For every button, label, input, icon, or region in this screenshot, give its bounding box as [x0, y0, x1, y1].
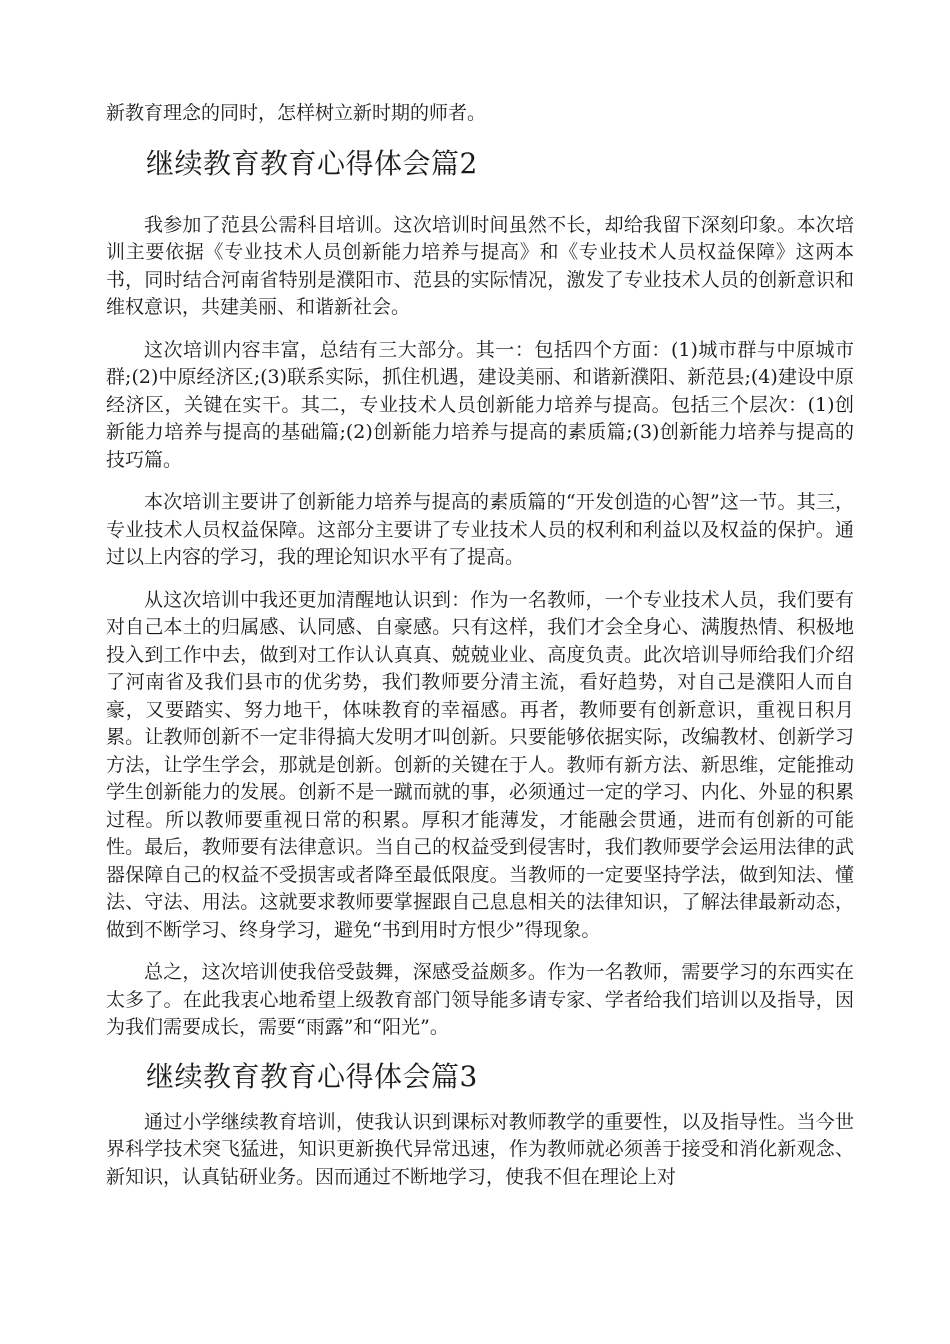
section-2-paragraph-1: 我参加了范县公需科目培训。这次培训时间虽然不长，却给我留下深刻印象。本次培训主要依据《专业技术人员创新能力培养与提高》和《专业技术人员权益保障》这两本书，同时结合河南省特别是濮阳市、范县的实际情况，激发了专业技术人员的创新意识和维权意识，共建美丽、和谐新社会。 — [106, 213, 854, 318]
section-3-title: 继续教育教育心得体会篇3 — [146, 1059, 478, 1093]
document-page — [106, 100, 854, 1206]
section-2-paragraph-4: 从这次培训中我还更加清醒地认识到：作为一名教师，一个专业技术人员，我们要有对自己本土的归属感、认同感、自豪感。只有这样，我们才会全身心、满腹热情、积极地投入到工作中去，做到对工作认认真真、兢兢业业、高度负责。此次培训导师给我们介绍了河南省及我们县市的优劣势，我们教师要分清主流，看好趋势，对自己是濮阳人而自豪，又要踏实、努力地干，体味教育的幸福感。再者，教师要有创新意识，重视日积月累。让教师创新不一定非得搞大发明才叫创新。只要能够依据实际，改编教材、创新学习方法，让学生学会，那就是创新。创新的关键在于人。教师有新方法、新思维，定能推动学生创新能力的发展。创新不是一蹴而就的事，必须通过一定的学习、内化、外显的积累过程。所以教师要重视日常的积累。厚积才能薄发，才能融会贯通，进而有创新的可能性。最后，教师要有法律意识。当自己的权益受到侵害时，我们教师要学会运用法律的武器保障自己的权益不受损害或者降至最低限度。当教师的一定要坚持学法，做到知法、懂法、守法、用法。这就要求教师要掌握跟自己息息相关的法律知识，了解法律最新动态，做到不断学习、终身学习，避免“书到用时方恨少”得现象。 — [106, 588, 854, 941]
section-2-paragraph-5: 总之，这次培训使我倍受鼓舞，深感受益颇多。作为一名教师，需要学习的东西实在太多了。在此我衷心地希望上级教育部门领导能多请专家、学者给我们培训以及指导，因为我们需要成长，需要“雨露”和“阳光”。 — [106, 961, 854, 1038]
section-3-paragraph-1: 通过小学继续教育培训，使我认识到课标对教师教学的重要性，以及指导性。当今世界科学技术突飞猛进，知识更新换代异常迅速，作为教师就必须善于接受和消化新观念、新知识，认真钻研业务。因而通过不断地学习，使我不但在理论上对 — [106, 1110, 854, 1188]
continued-paragraph: 新教育理念的同时，怎样树立新时期的师者。 — [106, 102, 487, 124]
section-2-title: 继续教育教育心得体会篇2 — [146, 146, 478, 180]
section-2-paragraph-3: 本次培训主要讲了创新能力培养与提高的素质篇的“开发创造的心智”这一节。其三，专业技术人员权益保障。这部分主要讲了专业技术人员的权利和利益以及权益的保护。通过以上内容的学习，我的理论知识水平有了提高。 — [106, 491, 854, 568]
section-2-paragraph-2: 这次培训内容丰富，总结有三大部分。其一：包括四个方面：(1)城市群与中原城市群;(2)中原经济区;(3)联系实际，抓住机遇，建设美丽、和谐新濮阳、新范县;(4)建设中原经济区，关键在实干。其二，专业技术人员创新能力培养与提高。包括三个层次：(1)创新能力培养与提高的基础篇;(2)创新能力培养与提高的素质篇;(3)创新能力培养与提高的技巧篇。 — [106, 338, 854, 471]
